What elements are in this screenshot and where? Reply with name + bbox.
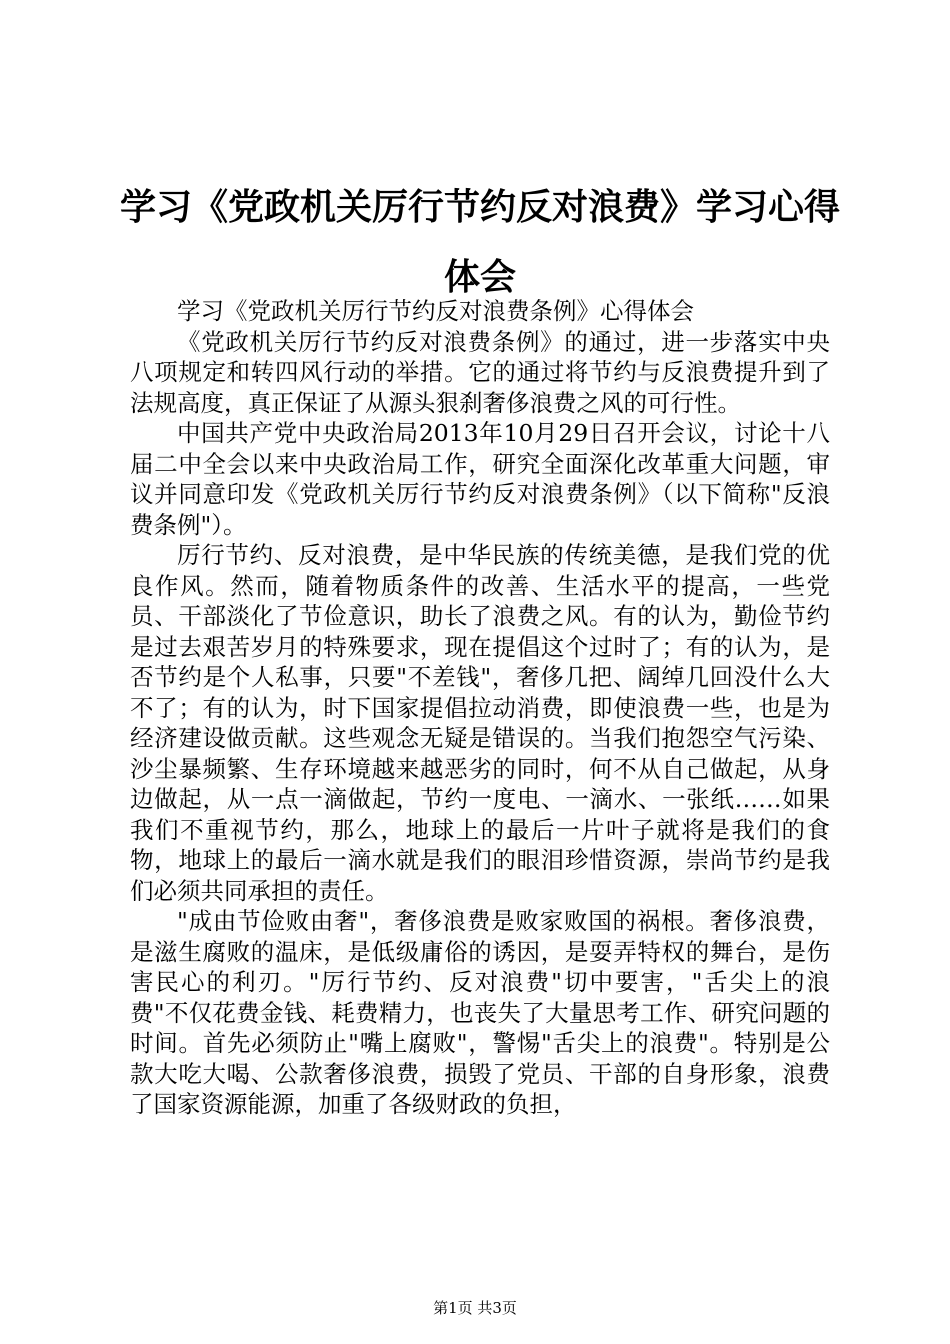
title-line-1: 学习《党政机关厉行节约反对浪费》学习心得 (120, 186, 841, 228)
paragraph: 厉行节约、反对浪费，是中华民族的传统美德，是我们党的优良作风。然而，随着物质条件的改善、生活水平的提高，一些党员、干部淡化了节俭意识，助长了浪费之风。有的认为，勤俭节约是过去艰苦岁月的特殊要求，现在提倡这个过时了；有的认为，是否节约是个人私事，只要"不差钱"，奢侈几把、阔绰几回没什么大不了；有的认为，时下国家提倡拉动消费，即使浪费一些，也是为经济建设做贡献。这些观念无疑是错误的。当我们抱怨空气污染、沙尘暴频繁、生存环境越来越恶劣的同时，何不从自己做起，从身边做起，从一点一滴做起，节约一度电、一滴水、一张纸……如果我们不重视节约，那么，地球上的最后一片叶子就将是我们的食物，地球上的最后一滴水就是我们的眼泪珍惜资源，崇尚节约是我们必须共同承担的责任。 (130, 541, 830, 905)
document-body (130, 296, 830, 1120)
paragraph: 中国共产党中央政治局2013年10月29日召开会议，讨论十八届二中全会以来中央政治局工作，研究全面深化改革重大问题，审议并同意印发《党政机关厉行节约反对浪费条例》（以下简称"反浪费条例"）。 (130, 419, 830, 539)
title-line-2: 体会 (443, 256, 516, 298)
document-title (120, 172, 840, 312)
paragraph-subtitle: 学习《党政机关厉行节约反对浪费条例》心得体会 (177, 297, 694, 325)
page-footer: 第1页 共3页 (433, 1299, 517, 1317)
paragraph: "成由节俭败由奢"，奢侈浪费是败家败国的祸根。奢侈浪费，是滋生腐败的温床，是低级庸俗的诱因，是耍弄特权的舞台，是伤害民心的利刃。"厉行节约、反对浪费"切中要害，"舌尖上的浪费"不仅花费金钱、耗费精力，也丧失了大量思考工作、研究问题的时间。首先必须防止"嘴上腐败"，警惕"舌尖上的浪费"。特别是公款大吃大喝、公款奢侈浪费，损毁了党员、干部的自身形象，浪费了国家资源能源，加重了各级财政的负担， (130, 907, 830, 1118)
paragraph: 《党政机关厉行节约反对浪费条例》的通过，进一步落实中央八项规定和转四风行动的举措。它的通过将节约与反浪费提升到了法规高度，真正保证了从源头狠刹奢侈浪费之风的可行性。 (130, 327, 830, 417)
